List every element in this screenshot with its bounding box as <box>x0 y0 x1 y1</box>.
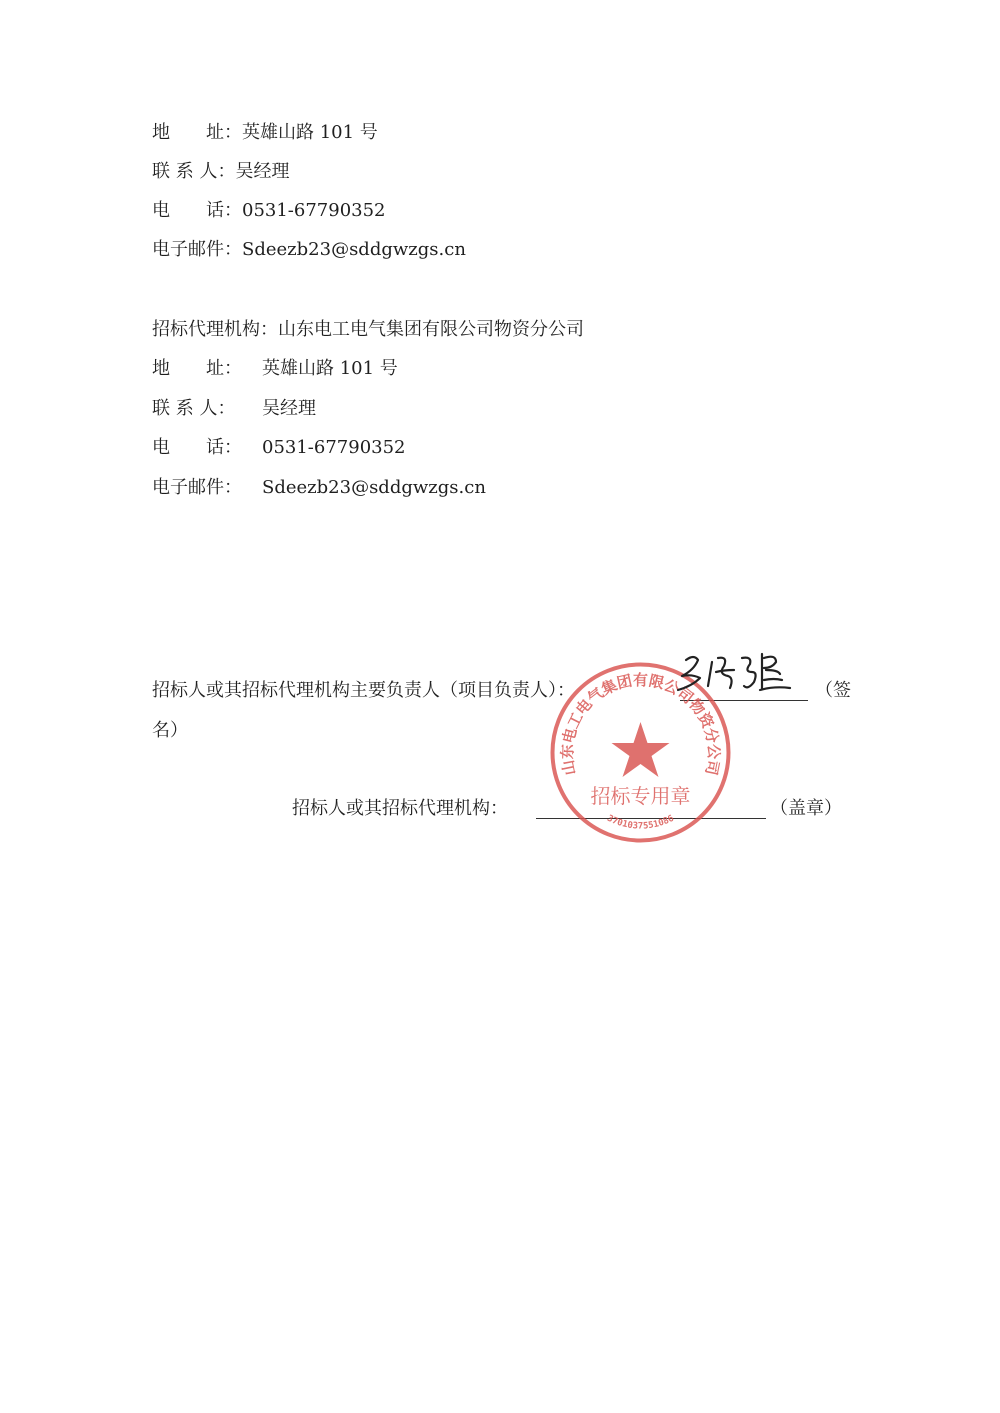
address-label: 地 址： <box>152 122 242 143</box>
contact-label: 联 系 人： <box>152 161 236 182</box>
agency-contact-row <box>152 397 316 421</box>
principal-sign-text: 招标人或其招标代理机构主要负责人（项目负责人）： <box>152 680 575 701</box>
principal-sign-suffix: （签 <box>815 680 851 701</box>
seal-star-icon <box>612 722 670 777</box>
agency-stamp-suffix: （盖章） <box>770 798 842 819</box>
seal-number-text: 3701037551086 <box>605 813 676 832</box>
tenderer-contact-row <box>152 160 289 184</box>
agency-address-value: 英雄山路 101 号 <box>262 358 398 379</box>
agency-name-value: 山东电工电气集团有限公司物资分公司 <box>278 319 584 340</box>
agency-email-label: 电子邮件： <box>152 477 242 498</box>
agency-phone-value: 0531-67790352 <box>262 437 406 458</box>
tenderer-phone-row <box>152 199 386 223</box>
phone-label: 电 话： <box>152 200 242 221</box>
seal-ring-text: 山东电工电气集团有限公司物资分公司 <box>558 671 723 777</box>
agency-address-row <box>152 357 398 381</box>
principal-sign-suffix-continued: 名） <box>152 720 188 741</box>
phone-value: 0531-67790352 <box>242 200 386 221</box>
agency-stamp-text: 招标人或其招标代理机构： <box>292 798 508 819</box>
agency-email-value: Sdeezb23@sddgwzgs.cn <box>262 477 486 498</box>
seal-center-text: 招标专用章 <box>590 784 691 808</box>
agency-contact-value: 吴经理 <box>262 398 316 419</box>
tenderer-address-row <box>152 121 378 145</box>
agency-address-label: 地 址： <box>152 358 242 379</box>
handwritten-signature <box>668 640 798 700</box>
agency-phone-label: 电 话： <box>152 437 242 458</box>
agency-name-label: 招标代理机构： <box>152 319 278 340</box>
agency-name-row <box>152 318 584 342</box>
email-label: 电子邮件： <box>152 239 242 260</box>
contact-value: 吴经理 <box>235 161 290 182</box>
agency-phone-row <box>152 436 406 460</box>
agency-email-row <box>152 476 486 500</box>
tenderer-email-row <box>152 238 466 262</box>
email-value: Sdeezb23@sddgwzgs.cn <box>242 239 466 260</box>
agency-contact-label: 联 系 人： <box>152 398 236 419</box>
address-value: 英雄山路 101 号 <box>242 122 378 143</box>
